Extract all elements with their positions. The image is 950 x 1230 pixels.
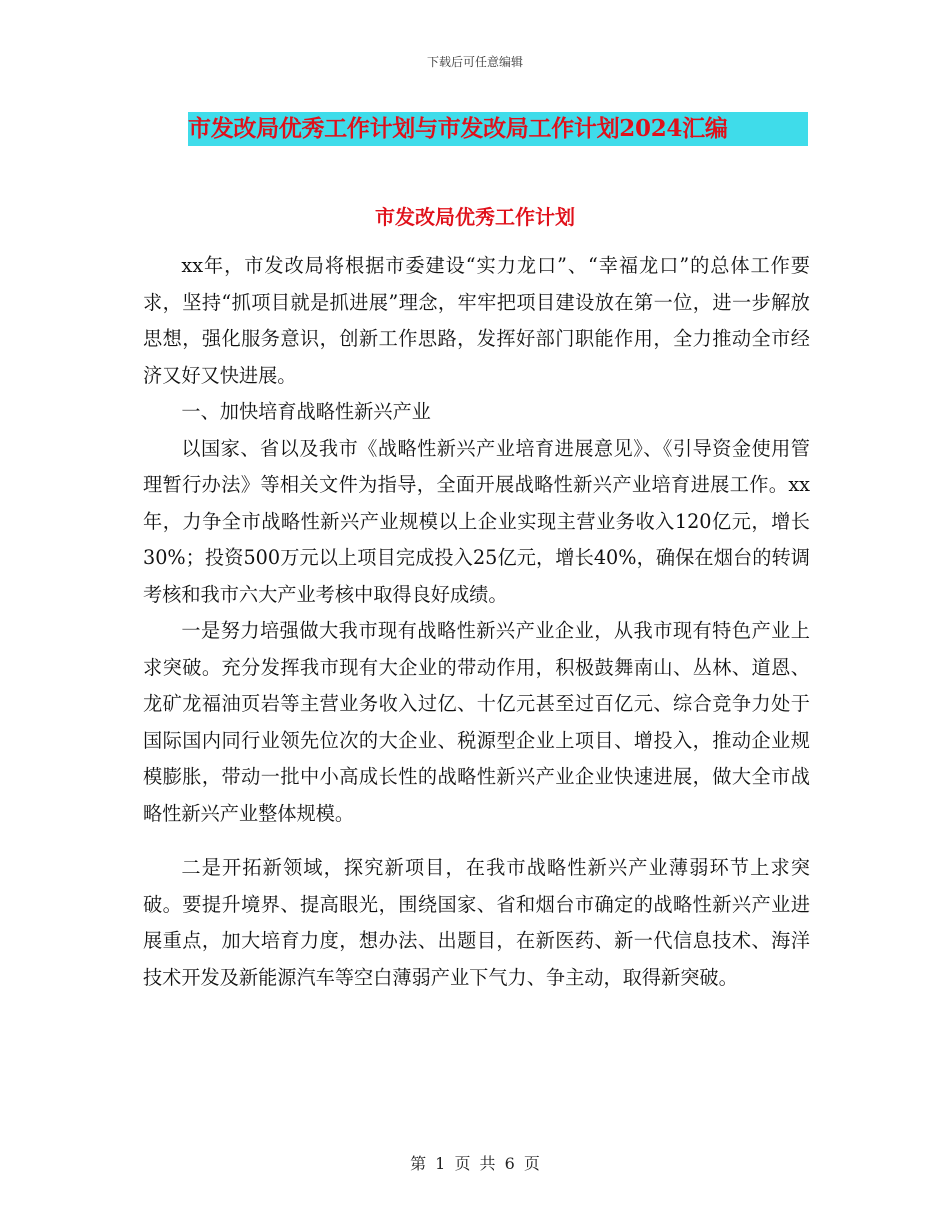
page-number: 第 1 页 共 6 页 xyxy=(410,1154,540,1173)
document-body xyxy=(143,248,810,996)
section-title: 市发改局优秀工作计划 xyxy=(375,205,575,229)
paragraph: xx年，市发改局将根据市委建设“实力龙口”、“幸福龙口”的总体工作要求，坚持“抓项目就是抓进展”理念，牢牢把项目建设放在第一位，进一步解放思想，强化服务意识，创新工作思路，发挥好部门职能作用，全力推动全市经济又好又快进展。 xyxy=(143,254,810,387)
paragraph-heading: 一、加快培育战略性新兴产业 xyxy=(181,400,431,423)
paragraph: 一是努力培强做大我市现有战略性新兴产业企业，从我市现有特色产业上求突破。充分发挥我市现有大企业的带动作用，积极鼓舞南山、丛林、道恩、龙矿龙福油页岩等主营业务收入过亿、十亿元甚至过百亿元、综合竞争力处于国际国内同行业领先位次的大企业、税源型企业上项目、增投入，推动企业规模膨胀，带动一批中小高成长性的战略性新兴产业企业快速进展，做大全市战略性新兴产业整体规模。 xyxy=(143,619,810,825)
paragraph: 二是开拓新领域，探究新项目，在我市战略性新兴产业薄弱环节上求突破。要提升境界、提高眼光，围绕国家、省和烟台市确定的战略性新兴产业进展重点，加大培育力度，想办法、出题目，在新医药、新一代信息技术、海洋技术开发及新能源汽车等空白薄弱产业下气力、争主动，取得新突破。 xyxy=(143,856,810,989)
header-note: 下载后可任意编辑 xyxy=(426,55,523,69)
paragraph: 以国家、省以及我市《战略性新兴产业培育进展意见》、《引导资金使用管理暂行办法》等相关文件为指导，全面开展战略性新兴产业培育进展工作。xx年，力争全市战略性新兴产业规模以上企业实现主营业务收入120亿元，增长30%；投资500万元以上项目完成投入25亿元，增长40%，确保在烟台的转调考核和我市六大产业考核中取得良好成绩。 xyxy=(143,436,810,606)
document-title: 市发改局优秀工作计划与市发改局工作计划2024汇编 xyxy=(188,115,728,142)
